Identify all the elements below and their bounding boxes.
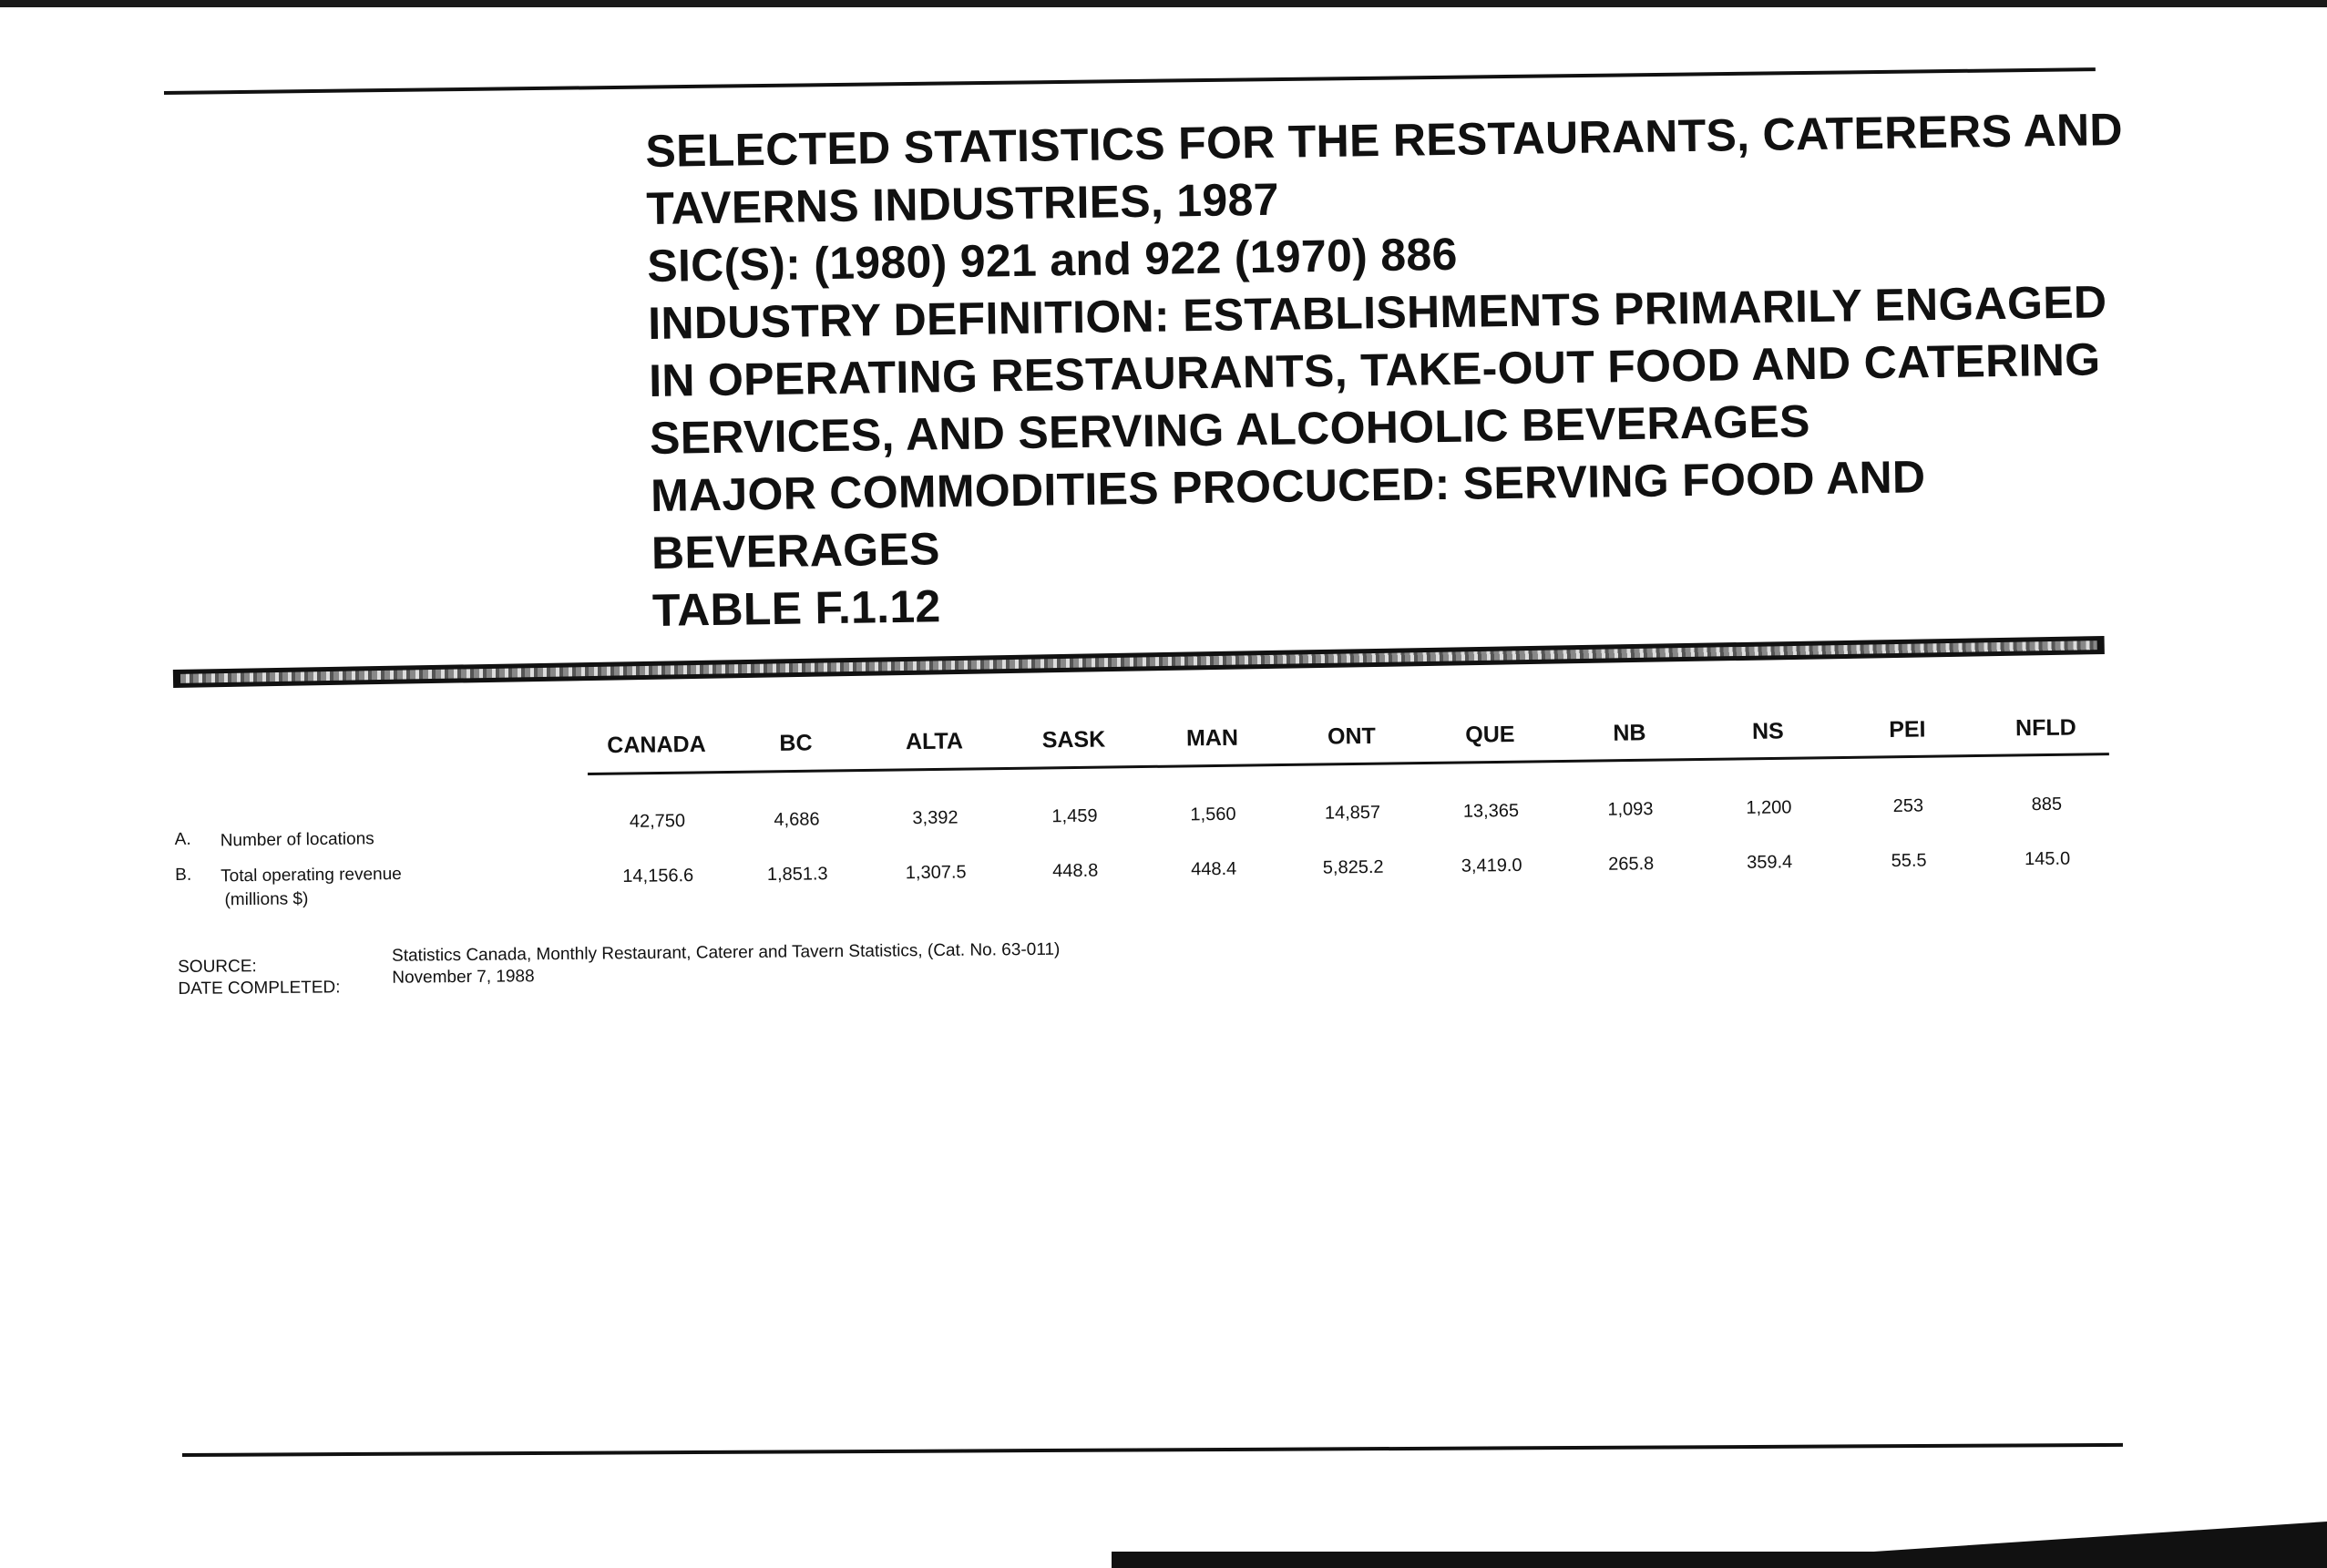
- title-block: [645, 101, 2128, 640]
- bottom-rule: [182, 1443, 2123, 1457]
- table-cell: 885: [2031, 794, 2063, 815]
- row-label-line: Total operating revenue: [220, 864, 402, 886]
- scan-bottom-edge: [1112, 1552, 2327, 1568]
- row-label: [220, 827, 374, 853]
- scan-top-edge: [0, 0, 2327, 7]
- table-cell: 55.5: [1891, 850, 1927, 871]
- table-cell: 4,686: [774, 809, 820, 830]
- column-header: BC: [779, 730, 813, 756]
- column-header: CANADA: [607, 731, 706, 759]
- source-text: Statistics Canada, Monthly Restaurant, Caterer and Tavern Statistics, (Cat. No. 63-011): [391, 939, 1061, 966]
- column-header: NB: [1613, 720, 1646, 746]
- table-cell: 3,419.0: [1461, 855, 1522, 876]
- statistics-table: [173, 687, 2135, 929]
- separator-band: [173, 636, 2105, 688]
- table-cell: 42,750: [629, 811, 686, 832]
- table-cell: 13,365: [1462, 800, 1520, 822]
- table-cell: 359.4: [1747, 852, 1793, 873]
- date-completed-text: November 7, 1988: [392, 967, 535, 988]
- table-cell: 5,825.2: [1322, 856, 1384, 878]
- column-header: SASK: [1041, 726, 1106, 753]
- column-header: NFLD: [2014, 714, 2076, 742]
- table-cell: 448.4: [1191, 858, 1237, 880]
- title-line: SELECTED STATISTICS FOR THE RESTAURANTS, CATERERS AND: [645, 103, 2124, 177]
- column-header: QUE: [1465, 722, 1515, 748]
- industry-definition-line: IN OPERATING RESTAURANTS, TAKE-OUT FOOD AND CATERING: [648, 333, 2101, 406]
- source-block: [178, 937, 1271, 999]
- row-label-line: Number of locations: [220, 829, 374, 851]
- table-cell: 1,093: [1607, 799, 1654, 820]
- table-cell: 1,459: [1051, 805, 1098, 827]
- industry-definition-line: SERVICES, AND SERVING ALCOHOLIC BEVERAGES: [649, 395, 1811, 464]
- table-cell: 14,156.6: [622, 866, 694, 886]
- column-header: NS: [1751, 718, 1784, 744]
- table-cell: 1,851.3: [766, 864, 828, 886]
- column-header: ALTA: [905, 728, 964, 755]
- date-completed-label: DATE COMPLETED:: [178, 978, 341, 999]
- table-cell: 1,307.5: [905, 862, 967, 884]
- top-rule: [164, 67, 2096, 95]
- table-cell: 1,200: [1746, 797, 1792, 818]
- source-label: SOURCE:: [178, 957, 257, 977]
- sic-codes-line: SIC(S): (1980) 921 and 922 (1970) 886: [646, 228, 1458, 292]
- row-letter: B.: [175, 865, 192, 885]
- major-commodities-line: MAJOR COMMODITIES PROCUCED: SERVING FOOD AND: [650, 451, 1926, 521]
- row-letter: A.: [174, 829, 191, 849]
- table-cell: 145.0: [2024, 848, 2071, 870]
- industry-definition-line: INDUSTRY DEFINITION: ESTABLISHMENTS PRIMARILY ENGAGED: [647, 276, 2107, 349]
- row-label: [220, 863, 402, 912]
- row-label-line: (millions $): [224, 889, 309, 910]
- table-cell: 265.8: [1608, 854, 1655, 875]
- column-header: MAN: [1185, 724, 1239, 752]
- title-line: TAVERNS INDUSTRIES, 1987: [645, 173, 1280, 234]
- column-header: ONT: [1327, 723, 1377, 750]
- table-cell: 253: [1892, 795, 1924, 816]
- table-number: TABLE F.1.12: [651, 580, 941, 636]
- column-header: PEI: [1889, 716, 1926, 743]
- table-cell: 1,560: [1190, 804, 1236, 825]
- major-commodities-line: BEVERAGES: [651, 523, 941, 579]
- table-cell: 3,392: [912, 807, 958, 829]
- table-cell: 14,857: [1324, 802, 1381, 824]
- table-cell: 448.8: [1052, 860, 1099, 882]
